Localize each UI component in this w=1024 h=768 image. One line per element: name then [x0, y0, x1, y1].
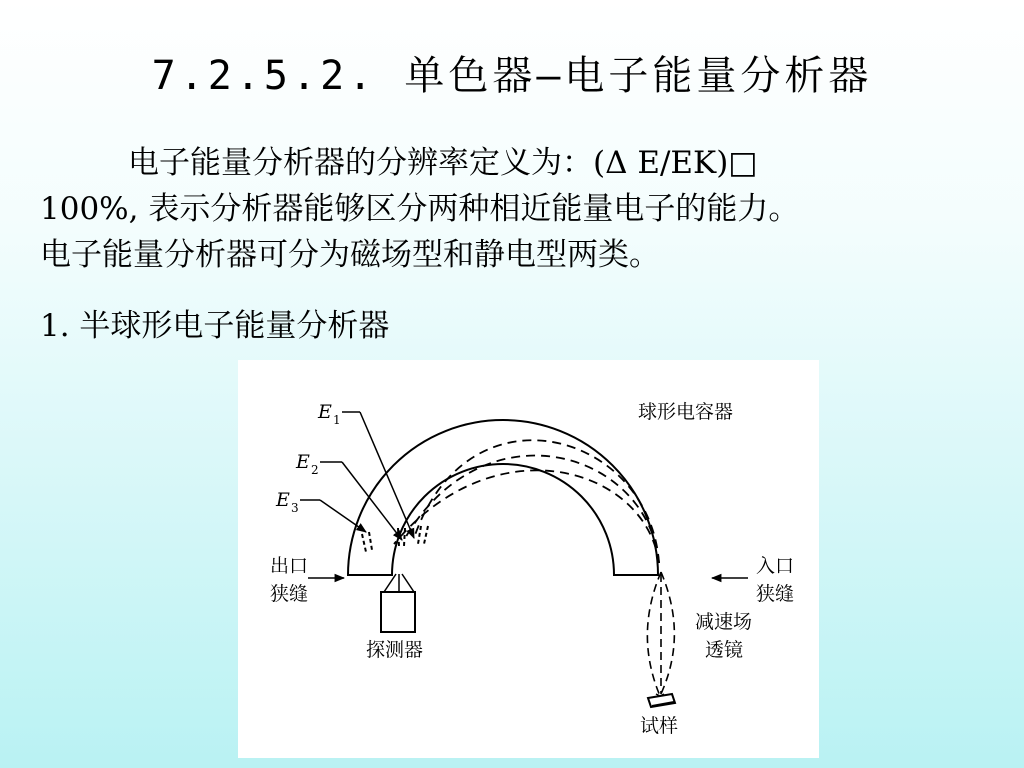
exit-slit-label-1: 出口: [270, 555, 309, 577]
capacitor-label: 球形电容器: [638, 401, 734, 423]
energy-label-e3: E: [276, 489, 290, 511]
sample: [648, 694, 675, 707]
spherical-capacitor: [348, 420, 658, 575]
trajectory-e1: [414, 440, 659, 563]
energy-label-e1-sub: 1: [333, 413, 341, 427]
trajectory-e3: [394, 470, 659, 563]
sample-label: 试样: [640, 715, 679, 737]
definition-paragraph: [40, 140, 990, 278]
paragraph-line-1: 电子能量分析器的分辨率定义为：(Δ E/EK): [128, 145, 729, 181]
leader-e2: [342, 462, 402, 540]
exit-slit-label-2: 狭缝: [270, 583, 309, 605]
electron-trajectories: [394, 440, 659, 563]
detector: [381, 592, 415, 632]
detector-leads: [384, 574, 414, 592]
unknown-symbol: □: [728, 145, 758, 181]
entrance-slit-label-1: 入口: [756, 555, 795, 577]
energy-label-e1: E: [318, 401, 332, 423]
entrance-slit-label-2: 狭缝: [756, 583, 795, 605]
paragraph-line-3: 电子能量分析器可分为磁场型和静电型两类。: [40, 237, 660, 273]
section-subheading: 1. 半球形电子能量分析器: [40, 308, 390, 344]
paragraph-line-2: 100%, 表示分析器能够区分两种相近能量电子的能力。: [40, 191, 800, 227]
energy-label-e3-sub: 3: [291, 501, 299, 515]
lens-label-2: 透镜: [705, 639, 744, 661]
retarding-lens: [647, 572, 674, 696]
detector-label: 探测器: [366, 639, 424, 661]
leader-e1: [360, 412, 414, 538]
hemispherical-analyzer-diagram: [238, 360, 819, 758]
lens-label-1: 减速场: [695, 611, 753, 633]
energy-label-e2: E: [296, 451, 310, 473]
slide-title: 7.2.5.2. 单色器—电子能量分析器: [151, 53, 873, 99]
energy-label-e2-sub: 2: [311, 463, 319, 477]
analyzer-svg: [238, 360, 819, 758]
trajectory-e2: [404, 456, 659, 563]
